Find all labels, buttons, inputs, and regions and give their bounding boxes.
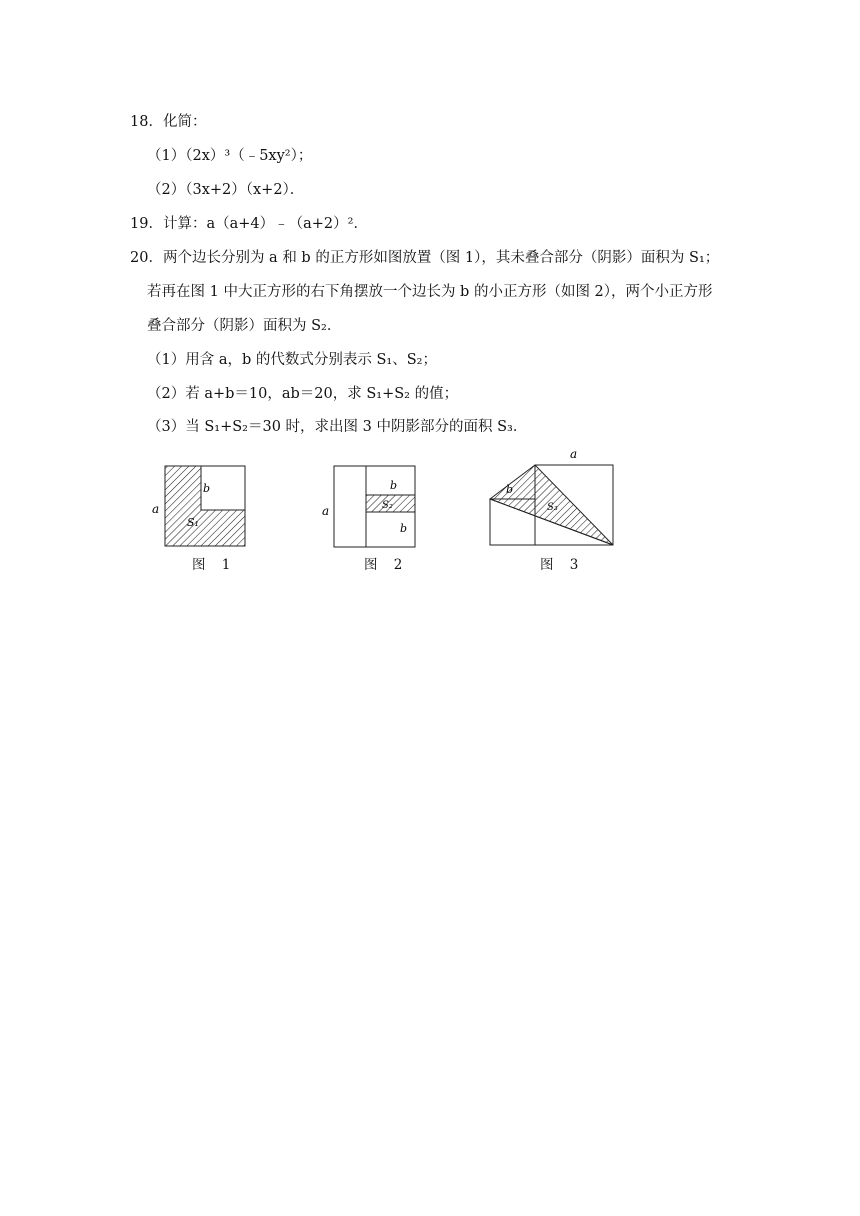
fig2-label-b-top: b xyxy=(390,479,398,492)
figure-3 xyxy=(482,440,622,558)
fig2-label-s2: S₂ xyxy=(382,500,393,511)
problem-18-part-2: （2）（3x+2）（x+2）． xyxy=(147,182,305,198)
problem-19: 19．计算：a（a+4）﹣（a+2）²． xyxy=(130,216,368,232)
fig3-label-b: b xyxy=(506,483,514,496)
problem-20-line-2: 若再在图 1 中大正方形的右下角摆放一个边长为 b 的小正方形（如图 2），两个小正方形 xyxy=(147,284,713,300)
fig2-label-b-bottom: b xyxy=(400,522,408,535)
figure-3-caption: 图 3 xyxy=(540,557,585,573)
problem-20-part-2: （2）若 a+b＝10，ab＝20，求 S₁+S₂ 的值； xyxy=(147,386,459,402)
problem-20-line-1: 20．两个边长分别为 a 和 b 的正方形如图放置（图 1），其未叠合部分（阴影）面积为 S₁； xyxy=(130,250,720,266)
problem-20-part-1: （1）用含 a，b 的代数式分别表示 S₁、S₂； xyxy=(147,352,437,368)
fig1-label-s1: S₁ xyxy=(187,516,199,529)
figure-1 xyxy=(140,458,260,558)
problem-20-part-3: （3）当 S₁+S₂＝30 时，求出图 3 中阴影部分的面积 S₃． xyxy=(147,419,528,435)
fig3-label-a: a xyxy=(570,447,578,461)
fig3-label-s3: S₃ xyxy=(547,502,558,513)
fig2-label-a: a xyxy=(322,504,330,518)
fig1-label-b: b xyxy=(203,482,211,495)
fig1-label-a: a xyxy=(152,502,160,516)
figure-2-caption: 图 2 xyxy=(364,557,409,573)
problem-20-line-3: 叠合部分（阴影）面积为 S₂． xyxy=(147,318,342,334)
problem-18-part-1: （1）（2x）³（﹣5xy²）； xyxy=(147,148,313,164)
problem-18-title: 18．化简： xyxy=(130,114,207,130)
figure-1-caption: 图 1 xyxy=(192,557,237,573)
figure-2 xyxy=(312,458,432,558)
